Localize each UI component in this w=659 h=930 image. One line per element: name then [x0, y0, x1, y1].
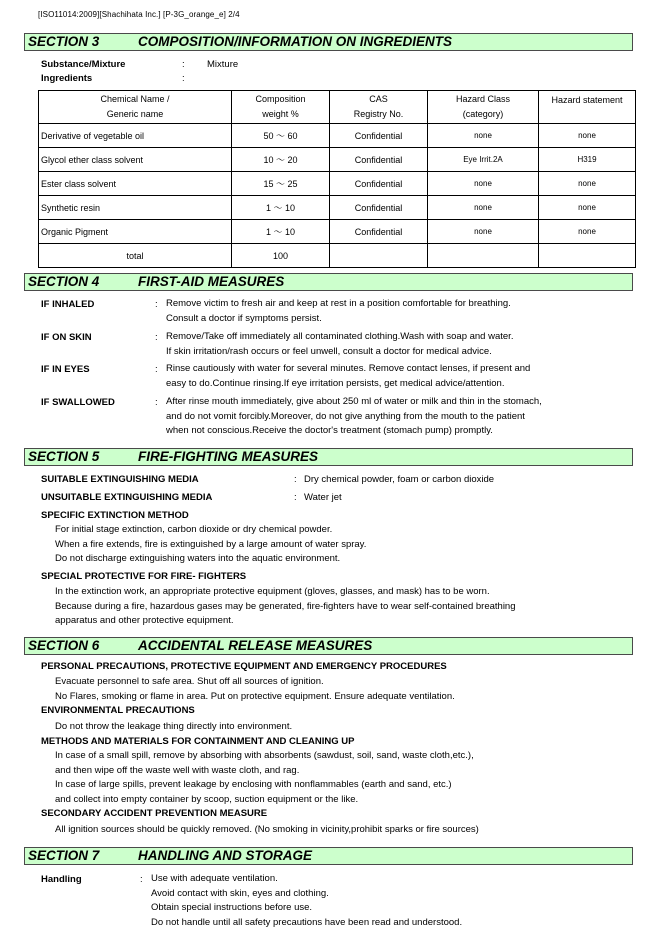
text-line: Evacuate personnel to safe area. Shut off all sources of ignition. — [55, 675, 455, 690]
section-7-title: HANDLING AND STORAGE — [138, 848, 312, 864]
suitable-media-value: Dry chemical powder, foam or carbon dioxide — [304, 474, 494, 486]
section-3-banner — [24, 33, 633, 51]
table-row — [39, 172, 636, 196]
text-line: If skin irritation/rash occurs or feel unwell, consult a doctor for medical advice. — [166, 345, 513, 360]
unsuitable-media-value: Water jet — [304, 492, 342, 504]
colon: : — [155, 397, 158, 409]
specific-extinction-label: SPECIFIC EXTINCTION METHOD — [41, 510, 189, 522]
text-line: Obtain special instructions before use. — [151, 901, 462, 916]
header-composition: Composition weight % — [232, 91, 330, 124]
empty-cell — [428, 244, 539, 268]
table-header-row — [39, 91, 636, 124]
cas-cell: Confidential — [330, 196, 428, 220]
text-line: In the extinction work, an appropriate protective equipment (gloves, glasses, and mask) has to be worn. — [55, 585, 516, 600]
section-6-title: ACCIDENTAL RELEASE MEASURES — [138, 638, 372, 654]
text-line: For initial stage extinction, carbon dioxide or dry chemical powder. — [55, 523, 366, 538]
handling-label: Handling — [41, 874, 82, 886]
environmental-precautions-label: ENVIRONMENTAL PRECAUTIONS — [41, 705, 195, 717]
substance-value: Mixture — [207, 59, 238, 71]
text-line: Use with adequate ventilation. — [151, 872, 462, 887]
header-cas: CAS Registry No. — [330, 91, 428, 124]
total-label: total — [39, 244, 232, 268]
hazard-statement-cell: none — [539, 124, 636, 148]
section-7-banner — [24, 847, 633, 865]
document-header: [ISO11014:2009][Shachihata Inc.] [P-3G_orange_e] 2/4 — [38, 10, 240, 19]
table-row — [39, 196, 636, 220]
chemical-name-cell: Ester class solvent — [39, 172, 232, 196]
if-on-skin-text — [166, 330, 513, 359]
text-line: Remove/Take off immediately all contaminated clothing.Wash with soap and water. — [166, 330, 513, 345]
table-total-row — [39, 244, 636, 268]
text-line: Do not discharge extinguishing waters into the aquatic environment. — [55, 552, 366, 567]
containment-methods-label: METHODS AND MATERIALS FOR CONTAINMENT AND CLEANING UP — [41, 736, 355, 748]
ingredients-colon: : — [182, 73, 185, 85]
if-on-skin-label: IF ON SKIN — [41, 332, 92, 344]
ingredients-label: Ingredients — [41, 73, 92, 85]
text-line: Avoid contact with skin, eyes and clothing. — [151, 887, 462, 902]
unsuitable-media-label: UNSUITABLE EXTINGUISHING MEDIA — [41, 492, 212, 504]
specific-extinction-text — [55, 523, 366, 567]
text-line: In case of a small spill, remove by absorbing with absorbents (sawdust, soil, sand, waste cloth,etc.), — [55, 749, 474, 764]
colon: : — [155, 332, 158, 344]
text-line: Do not throw the leakage thing directly into environment. — [55, 720, 292, 735]
protective-fire-fighters-text — [55, 585, 516, 629]
substance-label: Substance/Mixture — [41, 59, 125, 71]
ingredients-table — [38, 90, 636, 268]
header-hazard-class: Hazard Class (category) — [428, 91, 539, 124]
if-inhaled-text — [166, 297, 511, 326]
hazard-statement-cell: none — [539, 196, 636, 220]
text-line: After rinse mouth immediately, give about 250 ml of water or milk and thin in the stomach, — [166, 395, 542, 410]
composition-cell: 15 ～ 25 — [232, 172, 330, 196]
text-line: apparatus and other protective equipment. — [55, 614, 516, 629]
text-line: and do not vomit forcibly.Moreover, do not give anything from the mouth to the patient — [166, 410, 542, 425]
text-line: when not conscious.Receive the doctor's treatment (stomach pump) promptly. — [166, 424, 542, 439]
section-5-banner — [24, 448, 633, 466]
text-line: All ignition sources should be quickly removed. (No smoking in vicinity,prohibit sparks or fire sources) — [55, 823, 479, 838]
hazard-class-cell: none — [428, 172, 539, 196]
table-row — [39, 124, 636, 148]
text-line: Because during a fire, hazardous gases may be generated, fire-fighters have to wear self-contained breathing — [55, 600, 516, 615]
section-7-number: SECTION 7 — [28, 848, 99, 864]
text-line: No Flares, smoking or flame in area. Put on protective equipment. Ensure adequate ventilation. — [55, 690, 455, 705]
section-5-title: FIRE-FIGHTING MEASURES — [138, 449, 318, 465]
chemical-name-cell: Glycol ether class solvent — [39, 148, 232, 172]
containment-methods-text — [55, 749, 474, 807]
section-3-number: SECTION 3 — [28, 34, 99, 50]
header-chemical-name: Chemical Name / Generic name — [39, 91, 232, 124]
cas-cell: Confidential — [330, 148, 428, 172]
chemical-name-cell: Derivative of vegetable oil — [39, 124, 232, 148]
header-hazard-statement: Hazard statement — [539, 91, 636, 124]
section-6-banner — [24, 637, 633, 655]
if-swallowed-text — [166, 395, 542, 439]
protective-fire-fighters-label: SPECIAL PROTECTIVE FOR FIRE- FIGHTERS — [41, 571, 246, 583]
text-line: Consult a doctor if symptoms persist. — [166, 312, 511, 327]
chemical-name-cell: Synthetic resin — [39, 196, 232, 220]
table-row — [39, 148, 636, 172]
if-inhaled-label: IF INHALED — [41, 299, 94, 311]
colon: : — [155, 364, 158, 376]
if-swallowed-label: IF SWALLOWED — [41, 397, 115, 409]
hazard-class-cell: none — [428, 196, 539, 220]
substance-colon: : — [182, 59, 185, 71]
chemical-name-cell: Organic Pigment — [39, 220, 232, 244]
colon: : — [294, 492, 297, 504]
section-4-title: FIRST-AID MEASURES — [138, 274, 284, 290]
secondary-prevention-label: SECONDARY ACCIDENT PREVENTION MEASURE — [41, 808, 267, 820]
hazard-statement-cell: none — [539, 172, 636, 196]
if-in-eyes-label: IF IN EYES — [41, 364, 90, 376]
text-line: and collect into empty container by scoop, suction equipment or the like. — [55, 793, 474, 808]
if-in-eyes-text — [166, 362, 530, 391]
hazard-statement-cell: none — [539, 220, 636, 244]
empty-cell — [330, 244, 428, 268]
composition-cell: 1 ～ 10 — [232, 220, 330, 244]
hazard-class-cell: none — [428, 220, 539, 244]
suitable-media-label: SUITABLE EXTINGUISHING MEDIA — [41, 474, 199, 486]
hazard-statement-cell: H319 — [539, 148, 636, 172]
personal-precautions-text — [55, 675, 455, 704]
cas-cell: Confidential — [330, 172, 428, 196]
handling-text — [151, 872, 462, 930]
cas-cell: Confidential — [330, 124, 428, 148]
section-3-title: COMPOSITION/INFORMATION ON INGREDIENTS — [138, 34, 452, 50]
text-line: Rinse cautiously with water for several minutes. Remove contact lenses, if present and — [166, 362, 530, 377]
composition-cell: 10 ～ 20 — [232, 148, 330, 172]
text-line: easy to do.Continue rinsing.If eye irritation persists, get medical advice/attention. — [166, 377, 530, 392]
text-line: When a fire extends, fire is extinguished by a large amount of water spray. — [55, 538, 366, 553]
personal-precautions-label: PERSONAL PRECAUTIONS, PROTECTIVE EQUIPMENT AND EMERGENCY PROCEDURES — [41, 661, 447, 673]
colon: : — [155, 299, 158, 311]
composition-cell: 50 ～ 60 — [232, 124, 330, 148]
cas-cell: Confidential — [330, 220, 428, 244]
section-5-number: SECTION 5 — [28, 449, 99, 465]
table-row — [39, 220, 636, 244]
secondary-prevention-text — [55, 823, 479, 838]
colon: : — [140, 874, 143, 886]
hazard-class-cell: none — [428, 124, 539, 148]
section-4-banner — [24, 273, 633, 291]
text-line: Do not handle until all safety precautions have been read and understood. — [151, 916, 462, 930]
composition-cell: 1 ～ 10 — [232, 196, 330, 220]
environmental-precautions-text — [55, 720, 292, 735]
total-value: 100 — [232, 244, 330, 268]
colon: : — [294, 474, 297, 486]
text-line: and then wipe off the waste well with waste cloth, and rag. — [55, 764, 474, 779]
section-6-number: SECTION 6 — [28, 638, 99, 654]
section-4-number: SECTION 4 — [28, 274, 99, 290]
text-line: Remove victim to fresh air and keep at rest in a position comfortable for breathing. — [166, 297, 511, 312]
empty-cell — [539, 244, 636, 268]
text-line: In case of large spills, prevent leakage by enclosing with nonflammables (earth and sand, etc.) — [55, 778, 474, 793]
hazard-class-cell: Eye Irrit.2A — [428, 148, 539, 172]
